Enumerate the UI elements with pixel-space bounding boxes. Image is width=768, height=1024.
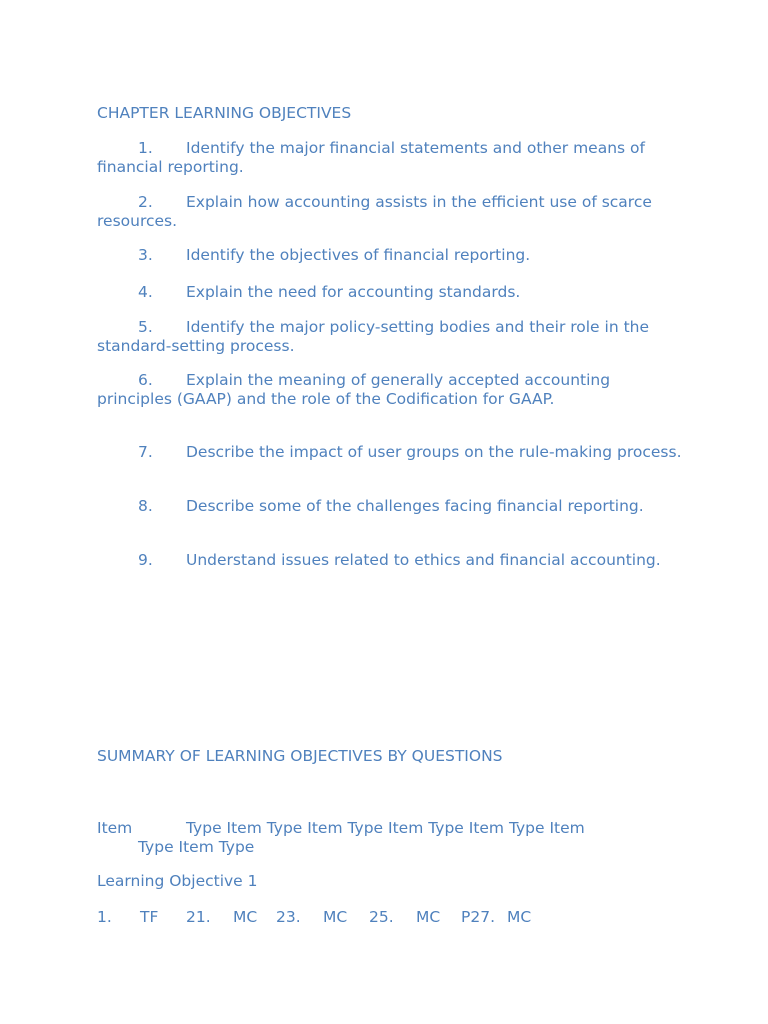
objective-number: 8. <box>138 497 153 515</box>
objective-text: Identify the objectives of financial reporting. <box>186 246 531 264</box>
objective-number: 3. <box>138 246 153 264</box>
chapter-heading: CHAPTER LEARNING OBJECTIVES <box>97 104 352 122</box>
answer-type: MC <box>233 908 258 926</box>
objective-text: Explain the need for accounting standards. <box>186 283 521 301</box>
answer-row <box>97 908 531 927</box>
answer-type: MC <box>416 908 441 926</box>
objective-number: 4. <box>138 283 153 301</box>
objective-text: Understand issues related to ethics and financial accounting. <box>186 551 661 569</box>
objective-9 <box>97 551 682 570</box>
objective-2 <box>97 193 682 230</box>
answer-item: 25. <box>369 908 394 926</box>
objective-text: Explain the meaning of generally accepted accounting principles (GAAP) and the role of the Codification for GAAP. <box>97 371 611 408</box>
table-header-columns-continued: Type Item Type <box>138 837 255 856</box>
objective-text: Describe some of the challenges facing financial reporting. <box>186 497 644 515</box>
objective-number: 1. <box>138 139 153 157</box>
objective-text: Identify the major financial statements and other means of financial reporting. <box>97 139 645 176</box>
objective-8 <box>97 497 682 516</box>
table-header <box>97 819 682 856</box>
objective-4 <box>97 283 682 302</box>
objective-text: Explain how accounting assists in the efficient use of scarce resources. <box>97 193 652 230</box>
objective-text: Identify the major policy-setting bodies and their role in the standard-setting process. <box>97 318 650 355</box>
table-header-line-1 <box>97 819 682 838</box>
objective-3 <box>97 246 682 265</box>
objective-1 <box>97 139 682 176</box>
objective-5 <box>97 318 682 355</box>
objective-number: 5. <box>138 318 153 336</box>
section-label: Learning Objective 1 <box>97 872 258 890</box>
objective-6 <box>97 371 682 408</box>
answer-type: MC <box>507 908 532 926</box>
answer-item: 23. <box>276 908 301 926</box>
objective-7 <box>97 443 682 462</box>
answer-item: 21. <box>186 908 211 926</box>
answer-item: P27. <box>461 908 495 926</box>
objective-number: 7. <box>138 443 153 461</box>
answer-type: TF <box>140 908 159 926</box>
objective-text: Describe the impact of user groups on the rule-making process. <box>186 443 682 461</box>
table-header-line-2 <box>97 838 682 857</box>
objective-number: 6. <box>138 371 153 389</box>
table-header-columns: Type Item Type Item Type Item Type Item Type Item <box>186 819 585 837</box>
objective-number: 2. <box>138 193 153 211</box>
summary-heading: SUMMARY OF LEARNING OBJECTIVES BY QUESTIONS <box>97 747 503 765</box>
answer-item: 1. <box>97 908 112 926</box>
table-header-lead: Item <box>97 819 133 837</box>
objective-number: 9. <box>138 551 153 569</box>
answer-type: MC <box>323 908 348 926</box>
